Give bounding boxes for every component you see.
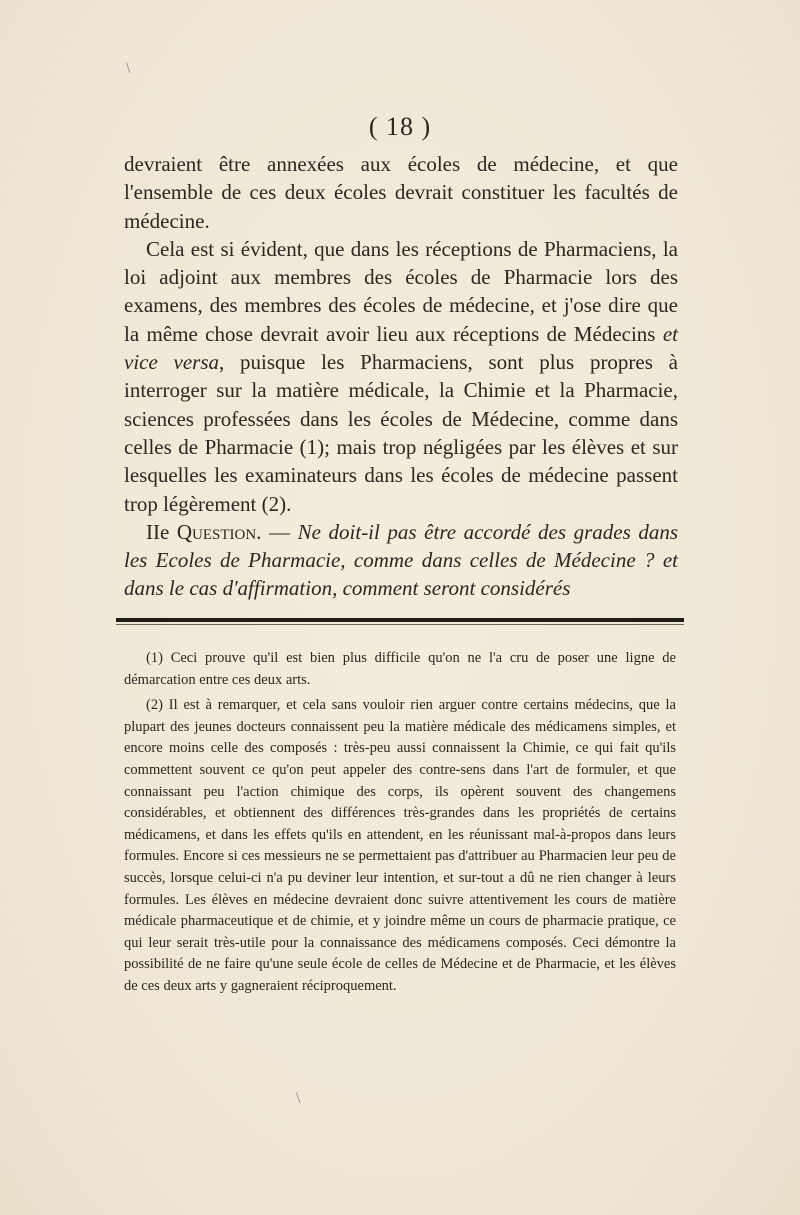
footnote-rule: [116, 618, 684, 622]
paper-mark: \: [126, 60, 131, 77]
footnote-1: (1) Ceci prouve qu'il est bien plus difficile qu'on ne l'a cru de poser une ligne de démarcation entre ces deux arts.: [124, 650, 676, 688]
paragraph-evidence-text-a: Cela est si évident, que dans les réceptions de Pharmaciens, la loi adjoint aux membres des écoles de Pharmacie lors des examens, des membres des écoles de médecine, et j'ose dire que la même chose devrait avoir lieu aux réceptions de Médecins: [124, 236, 678, 346]
question-label: Question.: [176, 519, 262, 544]
main-text: [124, 150, 678, 603]
paragraph-evidence-text-b: , puisque les Pharmaciens, sont plus propres à interroger sur la matière médicale, la Chimie et la Pharmacie, sciences professées dans les écoles de Médecine, comme dans celles de Pharmacie (1); mais trop négligées par les élèves et sur lesquelles les examinateurs dans les écoles de médecine passent trop légèrement (2).: [124, 350, 678, 516]
footnotes: [124, 648, 676, 1002]
footnote-rule-thin: [116, 624, 684, 625]
paragraph-continuation: devraient être annexées aux écoles de médecine, et que l'ensemble de ces deux écoles devrait constituer les facultés de médecine.: [124, 152, 678, 233]
paragraph-evidence-italic: et vice versa: [124, 321, 678, 375]
question-text: Ne doit-il pas être accordé des grades dans les Ecoles de Pharmacie, comme dans celles de Médecine ? et dans le cas d'affirmation, comment seront considérés: [124, 519, 679, 601]
footnote-2: (2) Il est à remarquer, et cela sans vouloir rien arguer contre certains médecins, que la plupart des jeunes docteurs connaissent peu la matière médicale des médicamens simples, et encore moins celle des composés : très-peu aussi connaissent la Chimie, ce qui fait qu'ils commettent souvent ce qu'on peut appeler des contre-sens dans l'art de formuler, et que connaissant peu l'action chimique des corps, ils opèrent souvent des changemens considérables, et obtiennent des différences très-grandes dans les propriétés de certains médicamens, et dans les effets qu'ils en attendent, en les réunissant mal-à-propos dans leurs formules. Encore si ces messieurs ne se permettaient pas d'attribuer au Pharmacien leur peu de succès, lorsque celui-ci n'a pu deviner leur intention, et sur-tout a dû ne rien changer à leurs formules. Les élèves en médecine devraient donc suivre attentivement les cours de matière médicale pharmaceutique et de chimie, et y joindre même un cours de pharmacie pratique, ce qui leur serait très-utile pour la connaissance des médicamens composés. Ceci démontre la possibilité de ne faire qu'une seule école de celles de Médecine et de Pharmacie, et les élèves de ces deux arts y gagneraient réciproquement.: [124, 697, 676, 994]
question-heading: [124, 518, 678, 603]
paper-mark: \: [296, 1090, 301, 1107]
question-number: IIe: [146, 519, 170, 544]
paragraph-evidence: [124, 235, 678, 518]
question-dash: —: [261, 519, 298, 544]
page-number: ( 18 ): [368, 112, 432, 141]
